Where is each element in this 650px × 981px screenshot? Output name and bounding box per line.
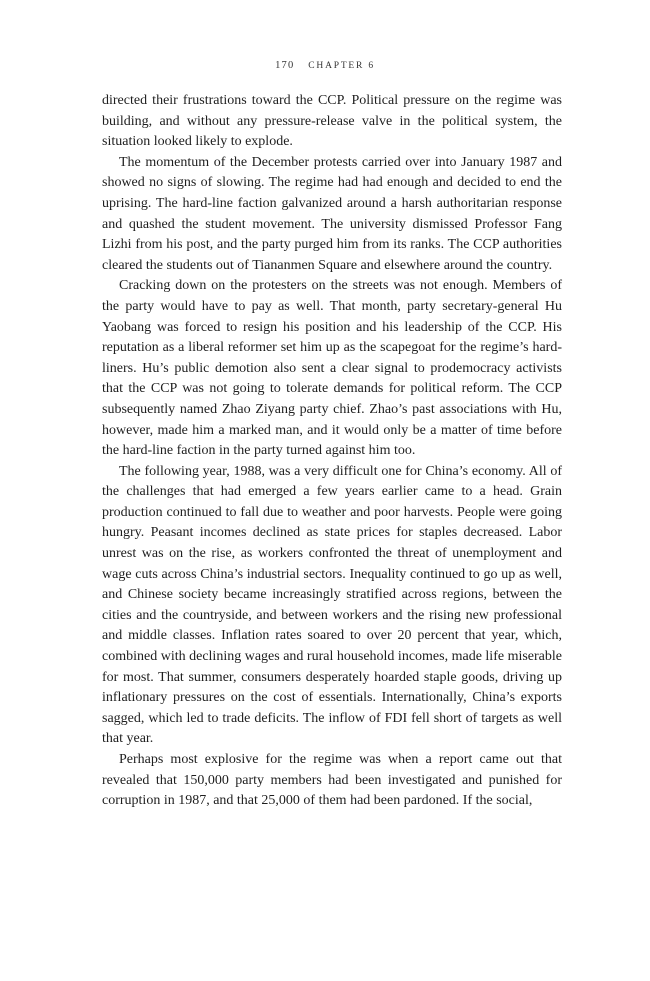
page-number: 170	[275, 60, 295, 71]
paragraph-crackdown: Cracking down on the protesters on the streets was not enough. Members of the party would have to pay as well. That month, party secretary-general Hu Yaobang was forced to resign his position and his leadership of the CCP. His reputation as a liberal reformer set him up as the scapegoat for the regime’s hard-liners. Hu’s public demotion also sent a clear signal to prodemocracy activists that the CCP was not going to tolerate demands for political reform. The CCP subsequently named Zhao Ziyang party chief. Zhao’s past associations with Hu, however, made him a marked man, and it would only be a matter of time before the hard-line faction in the party turned against him too.	[102, 278, 562, 459]
paragraph-1988-economy: The following year, 1988, was a very difficult one for China’s economy. All of the challenges that had emerged a few years earlier came to a head. Grain production continued to fall due to weather and poor harvests. People were going hungry. Peasant incomes declined as state prices for staples decreased. Labor unrest was on the rise, as workers confronted the threat of unemployment and wage cuts across China’s industrial sectors. Inequality continued to go up as well, and Chinese society became increasingly stratified across regions, between the cities and the countryside, and between workers and the rising new professional and middle classes. Inflation rates soared to over 20 percent that year, which, combined with declining wages and rural household incomes, made life miserable for most. That summer, consumers desperately hoarded staple goods, driving up inflationary pressures on the cost of essentials. Internationally, China’s exports sagged, which led to trade deficits. The inflow of FDI fell short of targets as well that year.	[102, 463, 562, 747]
running-head	[0, 60, 650, 71]
paragraph-december-protests: The momentum of the December protests carried over into January 1987 and showed no signs of slowing. The regime had had enough and decided to end the uprising. The hard-line faction galvanized around a harsh authoritarian response and quashed the student movement. The university dismissed Professor Fang Lizhi from his post, and the party purged him from its ranks. The CCP authorities cleared the students out of Tiananmen Square and elsewhere around the country.	[102, 154, 562, 273]
body-text	[102, 91, 562, 812]
paragraph-corruption-report: Perhaps most explosive for the regime was when a report came out that revealed that 150,000 party members had been investigated and punished for corruption in 1987, and that 25,000 of them had been pardoned. If the social,	[102, 752, 562, 809]
chapter-label: CHAPTER 6	[308, 61, 375, 71]
paragraph-continued: directed their frustrations toward the CCP. Political pressure on the regime was building, and without any pressure-release valve in the political system, the situation looked likely to explode.	[102, 93, 562, 150]
